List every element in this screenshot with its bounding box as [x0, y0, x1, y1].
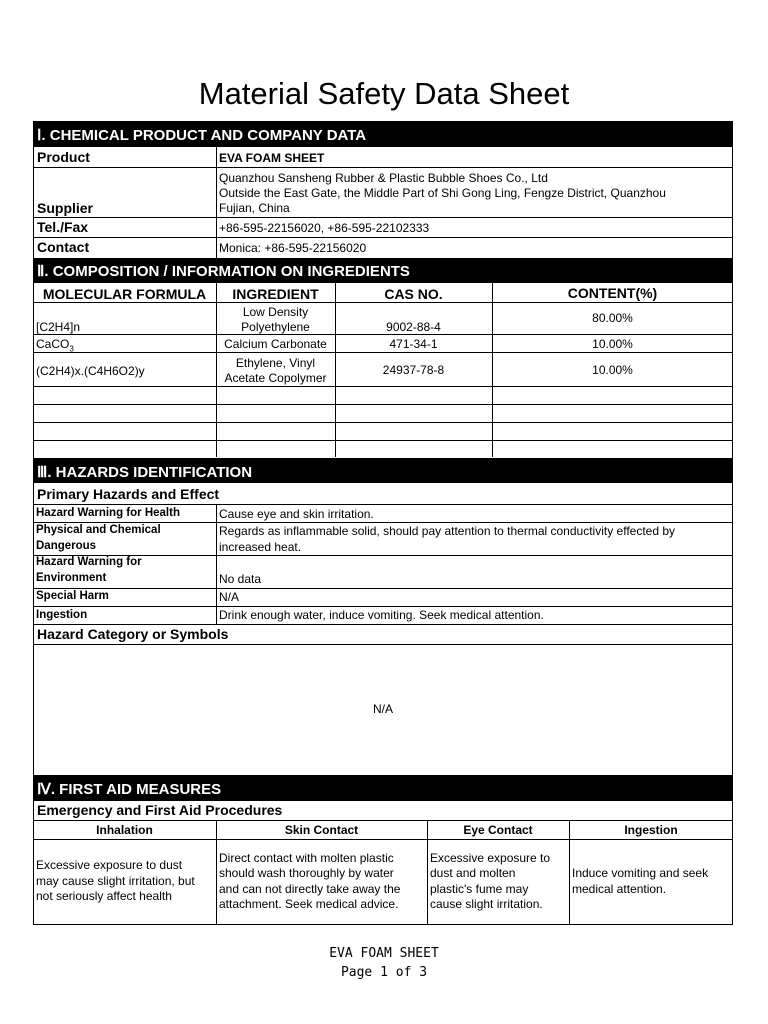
- divider: [33, 624, 733, 625]
- col-cas-no: CAS NO.: [384, 286, 443, 302]
- divider: [33, 167, 733, 168]
- tel-fax-label: Tel./Fax: [37, 219, 89, 235]
- col-ingredient: INGREDIENT: [232, 286, 319, 302]
- content-cell: 10.00%: [592, 337, 633, 351]
- product-label: Product: [37, 149, 90, 165]
- ingestion-value: Drink enough water, induce vomiting. Seek medical attention.: [219, 608, 544, 622]
- divider: [33, 352, 733, 353]
- environment-label: Environment: [36, 572, 107, 584]
- environment-value: No data: [219, 572, 262, 586]
- content-cell: 10.00%: [592, 363, 633, 377]
- footer-page-number: Page 1 of 3: [340, 965, 428, 980]
- col-ingestion: Ingestion: [624, 823, 678, 837]
- col-molecular-formula: MOLECULAR FORMULA: [42, 286, 207, 302]
- physical-label: Physical and Chemical: [36, 524, 161, 536]
- divider: [216, 147, 217, 258]
- ingredient-cell: Ethylene, Vinyl: [235, 356, 316, 370]
- ingredient-cell: Polyethylene: [241, 320, 310, 334]
- eye-contact-text: Excessive exposure to: [430, 851, 551, 865]
- hazard-category-heading: Hazard Category or Symbols: [37, 626, 229, 642]
- cas-cell: 471-34-1: [389, 337, 438, 351]
- skin-contact-text: Direct contact with molten plastic: [219, 851, 394, 865]
- section-1-header: Ⅰ. CHEMICAL PRODUCT AND COMPANY DATA: [33, 122, 733, 147]
- environment-label: Hazard Warning for: [36, 556, 142, 568]
- ingredient-cell: Acetate Copolymer: [224, 371, 327, 385]
- hazard-category-value: N/A: [372, 702, 393, 716]
- formula-cell: CaCO$_3$: [36, 337, 74, 354]
- skin-contact-text: and can not directly take away the: [219, 882, 401, 896]
- col-inhalation: Inhalation: [96, 823, 153, 837]
- divider: [33, 334, 733, 335]
- divider: [33, 302, 733, 303]
- primary-hazards-heading: Primary Hazards and Effect: [37, 486, 220, 502]
- divider: [33, 588, 733, 589]
- content-cell: 80.00%: [592, 311, 633, 325]
- section-3-header: Ⅲ. HAZARDS IDENTIFICATION: [33, 458, 733, 483]
- ingestion-label: Ingestion: [36, 609, 88, 621]
- divider: [33, 440, 733, 441]
- divider: [33, 386, 733, 387]
- divider: [33, 644, 733, 645]
- divider: [216, 504, 217, 624]
- col-content: CONTENT(%): [567, 285, 658, 301]
- col-eye-contact: Eye Contact: [463, 823, 533, 837]
- document-title: Material Safety Data Sheet: [198, 76, 570, 111]
- skin-contact-text: should wash thoroughly by water: [219, 866, 394, 880]
- supplier-address: Outside the East Gate, the Middle Part of Shi Gong Ling, Fengze District, Quanzhou: [219, 186, 666, 200]
- physical-value: increased heat.: [219, 540, 302, 554]
- divider: [33, 504, 733, 505]
- formula-cell: (C2H4)x.(C4H6O2)y: [36, 364, 145, 378]
- inhalation-text: may cause slight irritation, but: [36, 874, 195, 888]
- divider: [33, 606, 733, 607]
- health-label: Hazard Warning for Health: [36, 507, 180, 519]
- physical-label: Dangerous: [36, 540, 97, 552]
- physical-value: Regards as inflammable solid, should pay attention to thermal conductivity effected by: [219, 524, 676, 538]
- eye-contact-text: cause slight irritation.: [430, 897, 543, 911]
- ingredient-cell: Calcium Carbonate: [224, 337, 327, 351]
- divider: [33, 422, 733, 423]
- divider: [33, 820, 733, 821]
- emergency-heading: Emergency and First Aid Procedures: [37, 802, 283, 818]
- ingestion-text: Induce vomiting and seek: [572, 866, 709, 880]
- skin-contact-text: attachment. Seek medical advice.: [219, 897, 399, 911]
- section-2-header: Ⅱ. COMPOSITION / INFORMATION ON INGREDIENTS: [33, 258, 733, 283]
- inhalation-text: not seriously affect health: [36, 889, 172, 903]
- special-harm-value: N/A: [219, 590, 240, 604]
- tel-fax-value: +86-595-22156020, +86-595-22102333: [219, 221, 430, 235]
- cas-cell: 9002-88-4: [386, 320, 441, 334]
- contact-value: Monica: +86-595-22156020: [219, 241, 367, 255]
- divider: [33, 237, 733, 238]
- supplier-name: Quanzhou Sansheng Rubber & Plastic Bubble Shoes Co., Ltd: [219, 171, 548, 185]
- contact-label: Contact: [37, 239, 90, 255]
- eye-contact-text: dust and molten: [430, 866, 516, 880]
- supplier-label: Supplier: [37, 200, 94, 216]
- divider: [33, 839, 733, 840]
- inhalation-text: Excessive exposure to dust: [36, 858, 183, 872]
- cas-cell: 24937-78-8: [382, 363, 445, 377]
- divider: [33, 522, 733, 523]
- ingestion-text: medical attention.: [572, 882, 667, 896]
- divider: [33, 217, 733, 218]
- health-value: Cause eye and skin irritation.: [219, 507, 374, 521]
- special-harm-label: Special Harm: [36, 590, 109, 602]
- eye-contact-text: plastic's fume may: [430, 882, 529, 896]
- section-4-header: Ⅳ. FIRST AID MEASURES: [33, 775, 733, 801]
- formula-cell: [C2H4]n: [36, 320, 81, 334]
- divider: [33, 404, 733, 405]
- product-value: EVA FOAM SHEET: [219, 151, 325, 165]
- footer-document-name: EVA FOAM SHEET: [329, 946, 439, 961]
- supplier-region: Fujian, China: [219, 201, 290, 215]
- ingredient-cell: Low Density: [242, 305, 309, 319]
- col-skin-contact: Skin Contact: [284, 823, 359, 837]
